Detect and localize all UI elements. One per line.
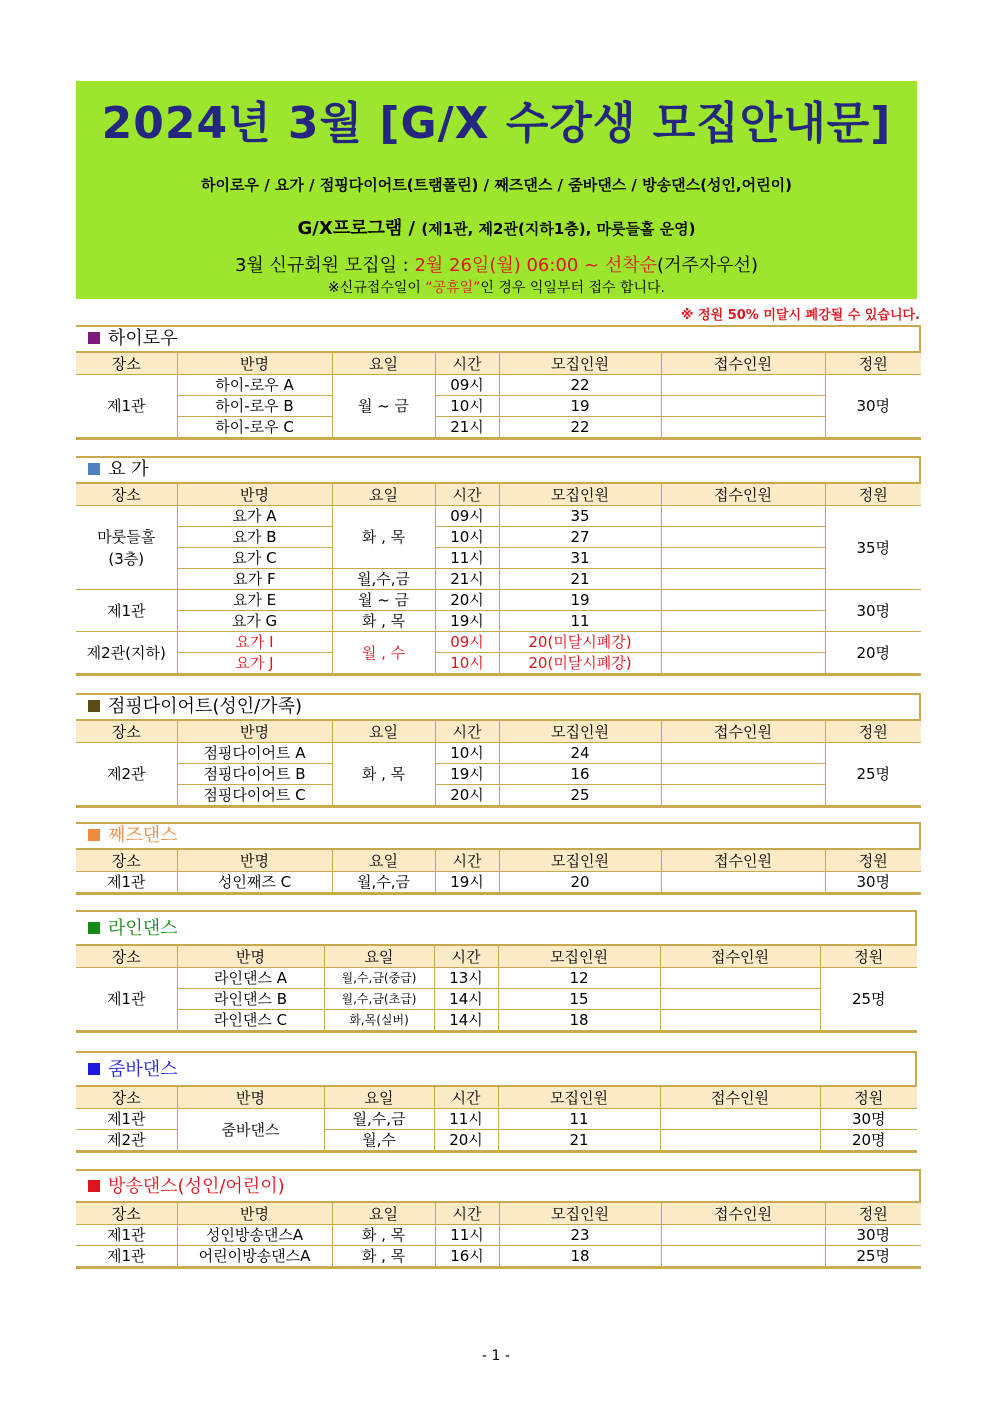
- cell-recruit: 19: [499, 590, 661, 611]
- cell-registered: [660, 1109, 820, 1130]
- recruit-prefix: 3월 신규회원 모집일 :: [234, 255, 415, 276]
- section-jazz: [76, 822, 921, 895]
- cell-registered: [661, 653, 825, 675]
- cell-capacity: 25명: [825, 1246, 921, 1268]
- cell-time: 14시: [434, 989, 498, 1010]
- cell-recruit: 21: [498, 1130, 660, 1152]
- table-row: [76, 396, 921, 417]
- schedule-table: [76, 848, 921, 895]
- header-registered: 접수인원: [661, 720, 825, 743]
- header-days: 요일: [332, 483, 435, 506]
- cell-days: 월 ~ 금: [332, 590, 435, 611]
- cell-registered: [661, 527, 825, 548]
- cell-class: 요가 C: [177, 548, 332, 569]
- square-icon: [88, 463, 100, 475]
- cell-recruit: 18: [498, 1010, 660, 1032]
- cell-registered: [661, 872, 825, 894]
- header-class: 반명: [177, 945, 324, 968]
- page-number: - 1 -: [482, 1348, 510, 1364]
- cell-days: 월,수,금: [332, 569, 435, 590]
- table-row: [76, 743, 921, 764]
- section-title-text: 라인댄스: [108, 918, 178, 939]
- cell-recruit: 22: [499, 375, 661, 396]
- table-row: [76, 506, 921, 527]
- cell-class: 성인째즈 C: [177, 872, 332, 894]
- header-recruit: 모집인원: [499, 483, 661, 506]
- cell-recruit: 19: [499, 396, 661, 417]
- cell-registered: [661, 375, 825, 396]
- square-icon: [88, 332, 100, 344]
- cell-days: 월,수,금(중급): [324, 968, 434, 989]
- square-icon: [88, 700, 100, 712]
- header-place: 장소: [76, 352, 177, 375]
- table-header-row: [76, 1086, 917, 1109]
- cell-days: 월,수,금: [324, 1109, 434, 1130]
- recruit-date-line: [76, 251, 917, 277]
- schedule-table: [76, 1085, 917, 1153]
- cell-time: 10시: [435, 396, 499, 417]
- header-recruit: 모집인원: [499, 720, 661, 743]
- header-time: 시간: [435, 849, 499, 872]
- cell-class: 요가 J: [177, 653, 332, 675]
- cell-recruit: 15: [498, 989, 660, 1010]
- cell-registered: [661, 632, 825, 653]
- section-title: [76, 1051, 917, 1085]
- table-row: [76, 968, 917, 989]
- cell-days: 화,목(실버): [324, 1010, 434, 1032]
- cell-place: 제1관: [76, 590, 177, 632]
- header-place: 장소: [76, 945, 177, 968]
- section-title-text: 줌바댄스: [108, 1059, 178, 1080]
- header-recruit: 모집인원: [499, 1202, 661, 1225]
- header-class: 반명: [177, 849, 332, 872]
- header-recruit: 모집인원: [499, 849, 661, 872]
- section-hilow: [76, 325, 921, 440]
- cell-time: 10시: [435, 743, 499, 764]
- recruit-suffix: (거주자우선): [657, 255, 759, 276]
- header-class: 반명: [177, 1202, 332, 1225]
- cell-class: 라인댄스 C: [177, 1010, 324, 1032]
- header-class: 반명: [177, 352, 332, 375]
- cell-place: 제1관: [76, 1225, 177, 1246]
- cell-recruit: 11: [498, 1109, 660, 1130]
- header-class: 반명: [177, 720, 332, 743]
- section-line-dance: [76, 910, 917, 1033]
- cell-time: 19시: [435, 611, 499, 632]
- section-title-text: 점핑다이어트(성인/가족): [108, 696, 302, 717]
- cell-days: 화 , 목: [332, 743, 435, 807]
- cell-days: 화 , 목: [332, 506, 435, 569]
- cell-place: 제2관(지하): [76, 632, 177, 675]
- cell-place: 제1관: [76, 1109, 177, 1130]
- cell-recruit: 23: [499, 1225, 661, 1246]
- cell-capacity: 35명: [825, 506, 921, 590]
- cell-capacity: 25명: [825, 743, 921, 807]
- schedule-table: [76, 482, 921, 676]
- cell-days: 화 , 목: [332, 1225, 435, 1246]
- schedule-table: [76, 944, 917, 1033]
- table-row: [76, 1109, 917, 1130]
- page-title: 2024년 3월 [G/X 수강생 모집안내문]: [101, 98, 892, 149]
- section-title-text: 요 가: [108, 459, 149, 480]
- cell-time: 21시: [435, 417, 499, 439]
- cell-class: 줌바댄스: [177, 1109, 324, 1152]
- table-header-row: [76, 352, 921, 375]
- cell-days: 월,수: [324, 1130, 434, 1152]
- section-title: [76, 910, 917, 944]
- section-title: [76, 693, 921, 719]
- cell-place: [76, 506, 177, 590]
- table-row: [76, 764, 921, 785]
- header-place: 장소: [76, 720, 177, 743]
- table-row: [76, 417, 921, 439]
- header-capacity: 정원: [825, 352, 921, 375]
- header-days: 요일: [324, 1086, 434, 1109]
- header-registered: 접수인원: [661, 352, 825, 375]
- cell-registered: [660, 968, 820, 989]
- cell-capacity: 30명: [825, 375, 921, 439]
- cell-class: 요가 E: [177, 590, 332, 611]
- cell-class: 점핑다이어트 C: [177, 785, 332, 807]
- table-row: [76, 632, 921, 653]
- cell-days: 월 , 수: [332, 632, 435, 675]
- program-list: 하이로우 / 요가 / 점핑다이어트(트램폴린) / 째즈댄스 / 줌바댄스 / 방송댄스(성인,어린이): [201, 176, 792, 194]
- cell-class: 라인댄스 B: [177, 989, 324, 1010]
- cell-registered: [661, 590, 825, 611]
- cell-time: 21시: [435, 569, 499, 590]
- section-broadcast-dance: [76, 1169, 921, 1269]
- table-row: [76, 872, 921, 894]
- header-recruit: 모집인원: [498, 1086, 660, 1109]
- section-title: [76, 822, 921, 848]
- header-capacity: 정원: [825, 483, 921, 506]
- cell-place: 제1관: [76, 968, 177, 1032]
- table-row: [76, 611, 921, 632]
- section-jumping: [76, 693, 921, 808]
- cell-class: 하이-로우 B: [177, 396, 332, 417]
- square-icon: [88, 922, 100, 934]
- table-row: [76, 989, 917, 1010]
- cell-recruit: 16: [499, 764, 661, 785]
- header-class: 반명: [177, 483, 332, 506]
- table-row: [76, 653, 921, 675]
- schedule-table: [76, 351, 921, 440]
- section-title: [76, 325, 921, 351]
- cell-capacity: 30명: [825, 872, 921, 894]
- cell-days: 월 ~ 금: [332, 375, 435, 439]
- cell-time: 11시: [435, 548, 499, 569]
- table-header-row: [76, 483, 921, 506]
- section-title: [76, 456, 921, 482]
- header-place: 장소: [76, 849, 177, 872]
- cell-registered: [661, 1246, 825, 1268]
- cell-registered: [661, 417, 825, 439]
- cell-recruit: 12: [498, 968, 660, 989]
- cell-time: 11시: [435, 1225, 499, 1246]
- cell-registered: [661, 396, 825, 417]
- place-floor: (3층): [108, 549, 145, 568]
- holiday-note: [76, 277, 917, 297]
- note-prefix: ※신규접수일이: [328, 280, 426, 296]
- cell-registered: [661, 785, 825, 807]
- table-header-row: [76, 720, 921, 743]
- cell-recruit: 22: [499, 417, 661, 439]
- cell-time: 09시: [435, 375, 499, 396]
- cell-class: 점핑다이어트 A: [177, 743, 332, 764]
- cell-recruit: 25: [499, 785, 661, 807]
- cell-recruit: 18: [499, 1246, 661, 1268]
- cell-place: 제2관: [76, 743, 177, 807]
- cell-registered: [660, 1010, 820, 1032]
- cell-days: 화 , 목: [332, 611, 435, 632]
- cell-time: 14시: [434, 1010, 498, 1032]
- header-capacity: 정원: [825, 1202, 921, 1225]
- cell-time: 09시: [435, 506, 499, 527]
- cell-time: 10시: [435, 527, 499, 548]
- cell-class: 요가 G: [177, 611, 332, 632]
- header-days: 요일: [332, 720, 435, 743]
- square-icon: [88, 1063, 100, 1075]
- cell-time: 16시: [435, 1246, 499, 1268]
- cell-class: 어린이방송댄스A: [177, 1246, 332, 1268]
- note-suffix: 인 경우 익일부터 접수 합니다.: [480, 280, 665, 296]
- table-header-row: [76, 1202, 921, 1225]
- section-title-text: 방송댄스(성인/어린이): [108, 1176, 285, 1197]
- header-registered: 접수인원: [661, 1202, 825, 1225]
- table-row: [76, 785, 921, 807]
- header-recruit: 모집인원: [498, 945, 660, 968]
- cell-capacity: 20명: [820, 1130, 917, 1152]
- header-time: 시간: [434, 1086, 498, 1109]
- section-yoga: [76, 456, 921, 676]
- place-name: 마룻들홀: [97, 527, 156, 546]
- header-days: 요일: [332, 1202, 435, 1225]
- section-title-text: 하이로우: [108, 328, 178, 349]
- cell-time: 11시: [434, 1109, 498, 1130]
- cell-place: 제1관: [76, 1246, 177, 1268]
- cell-registered: [661, 506, 825, 527]
- table-row: [76, 1010, 917, 1032]
- table-row: [76, 569, 921, 590]
- cell-registered: [660, 1130, 820, 1152]
- header-registered: 접수인원: [660, 1086, 820, 1109]
- cell-recruit: 27: [499, 527, 661, 548]
- cell-class: 요가 I: [177, 632, 332, 653]
- cell-time: 09시: [435, 632, 499, 653]
- square-icon: [88, 829, 100, 841]
- header-capacity: 정원: [820, 945, 917, 968]
- schedule-table: [76, 719, 921, 808]
- cell-place: 제1관: [76, 375, 177, 439]
- cell-recruit: 20(미달시폐강): [499, 632, 661, 653]
- cell-registered: [661, 548, 825, 569]
- square-icon: [88, 1180, 100, 1192]
- section-title: [76, 1169, 921, 1201]
- cell-registered: [661, 743, 825, 764]
- cell-registered: [660, 989, 820, 1010]
- note-holiday: “공휴일”: [425, 280, 481, 296]
- cell-class: 요가 F: [177, 569, 332, 590]
- header-place: 장소: [76, 1202, 177, 1225]
- table-header-row: [76, 945, 917, 968]
- cell-class: 요가 B: [177, 527, 332, 548]
- header-registered: 접수인원: [661, 849, 825, 872]
- header-class: 반명: [177, 1086, 324, 1109]
- cell-place: 제2관: [76, 1130, 177, 1152]
- cell-recruit: 11: [499, 611, 661, 632]
- cell-time: 10시: [435, 653, 499, 675]
- cancellation-warning: ※ 정원 50% 미달시 폐강될 수 있습니다.: [680, 308, 920, 323]
- cell-registered: [661, 569, 825, 590]
- header-days: 요일: [324, 945, 434, 968]
- header-recruit: 모집인원: [499, 352, 661, 375]
- cell-recruit: 21: [499, 569, 661, 590]
- cell-place: 제1관: [76, 872, 177, 894]
- cell-time: 13시: [434, 968, 498, 989]
- cell-days: 화 , 목: [332, 1246, 435, 1268]
- cell-class: 요가 A: [177, 506, 332, 527]
- header-registered: 접수인원: [660, 945, 820, 968]
- cell-registered: [661, 1225, 825, 1246]
- cell-capacity: 30명: [825, 590, 921, 632]
- cell-recruit: 20: [499, 872, 661, 894]
- program-main: G/X프로그램 /: [297, 218, 422, 239]
- header-place: 장소: [76, 1086, 177, 1109]
- cell-class: 성인방송댄스A: [177, 1225, 332, 1246]
- cell-registered: [661, 764, 825, 785]
- header-banner: [76, 81, 917, 299]
- cell-recruit: 24: [499, 743, 661, 764]
- cell-capacity: 25명: [820, 968, 917, 1032]
- cell-recruit: 31: [499, 548, 661, 569]
- cell-days: 월,수,금: [332, 872, 435, 894]
- header-capacity: 정원: [825, 849, 921, 872]
- header-time: 시간: [435, 720, 499, 743]
- table-row: [76, 548, 921, 569]
- cell-time: 20시: [435, 785, 499, 807]
- table-header-row: [76, 849, 921, 872]
- table-row: [76, 375, 921, 396]
- header-capacity: 정원: [820, 1086, 917, 1109]
- cell-capacity: 30명: [820, 1109, 917, 1130]
- cell-recruit: 35: [499, 506, 661, 527]
- cell-class: 점핑다이어트 B: [177, 764, 332, 785]
- recruit-date: 2월 26일(월) 06:00 ~ 선착순: [414, 255, 658, 276]
- cell-time: 19시: [435, 764, 499, 785]
- schedule-table: [76, 1201, 921, 1269]
- cell-capacity: 30명: [825, 1225, 921, 1246]
- header-registered: 접수인원: [661, 483, 825, 506]
- table-row: [76, 1225, 921, 1246]
- cell-class: 하이-로우 A: [177, 375, 332, 396]
- cell-recruit: 20(미달시폐강): [499, 653, 661, 675]
- cell-class: 라인댄스 A: [177, 968, 324, 989]
- table-row: [76, 590, 921, 611]
- cell-time: 20시: [434, 1130, 498, 1152]
- program-detail: (제1관, 제2관(지하1층), 마룻들홀 운영): [421, 220, 696, 238]
- header-days: 요일: [332, 352, 435, 375]
- header-time: 시간: [435, 483, 499, 506]
- cell-time: 20시: [435, 590, 499, 611]
- header-time: 시간: [434, 945, 498, 968]
- header-capacity: 정원: [825, 720, 921, 743]
- header-place: 장소: [76, 483, 177, 506]
- cell-days: 월,수,금(초급): [324, 989, 434, 1010]
- cell-capacity: 20명: [825, 632, 921, 675]
- header-time: 시간: [435, 1202, 499, 1225]
- section-zumba: [76, 1051, 917, 1153]
- section-title-text: 째즈댄스: [108, 825, 178, 846]
- program-line: [76, 214, 917, 240]
- header-time: 시간: [435, 352, 499, 375]
- cell-time: 19시: [435, 872, 499, 894]
- table-row: [76, 1246, 921, 1268]
- cell-registered: [661, 611, 825, 632]
- header-days: 요일: [332, 849, 435, 872]
- table-row: [76, 527, 921, 548]
- cell-class: 하이-로우 C: [177, 417, 332, 439]
